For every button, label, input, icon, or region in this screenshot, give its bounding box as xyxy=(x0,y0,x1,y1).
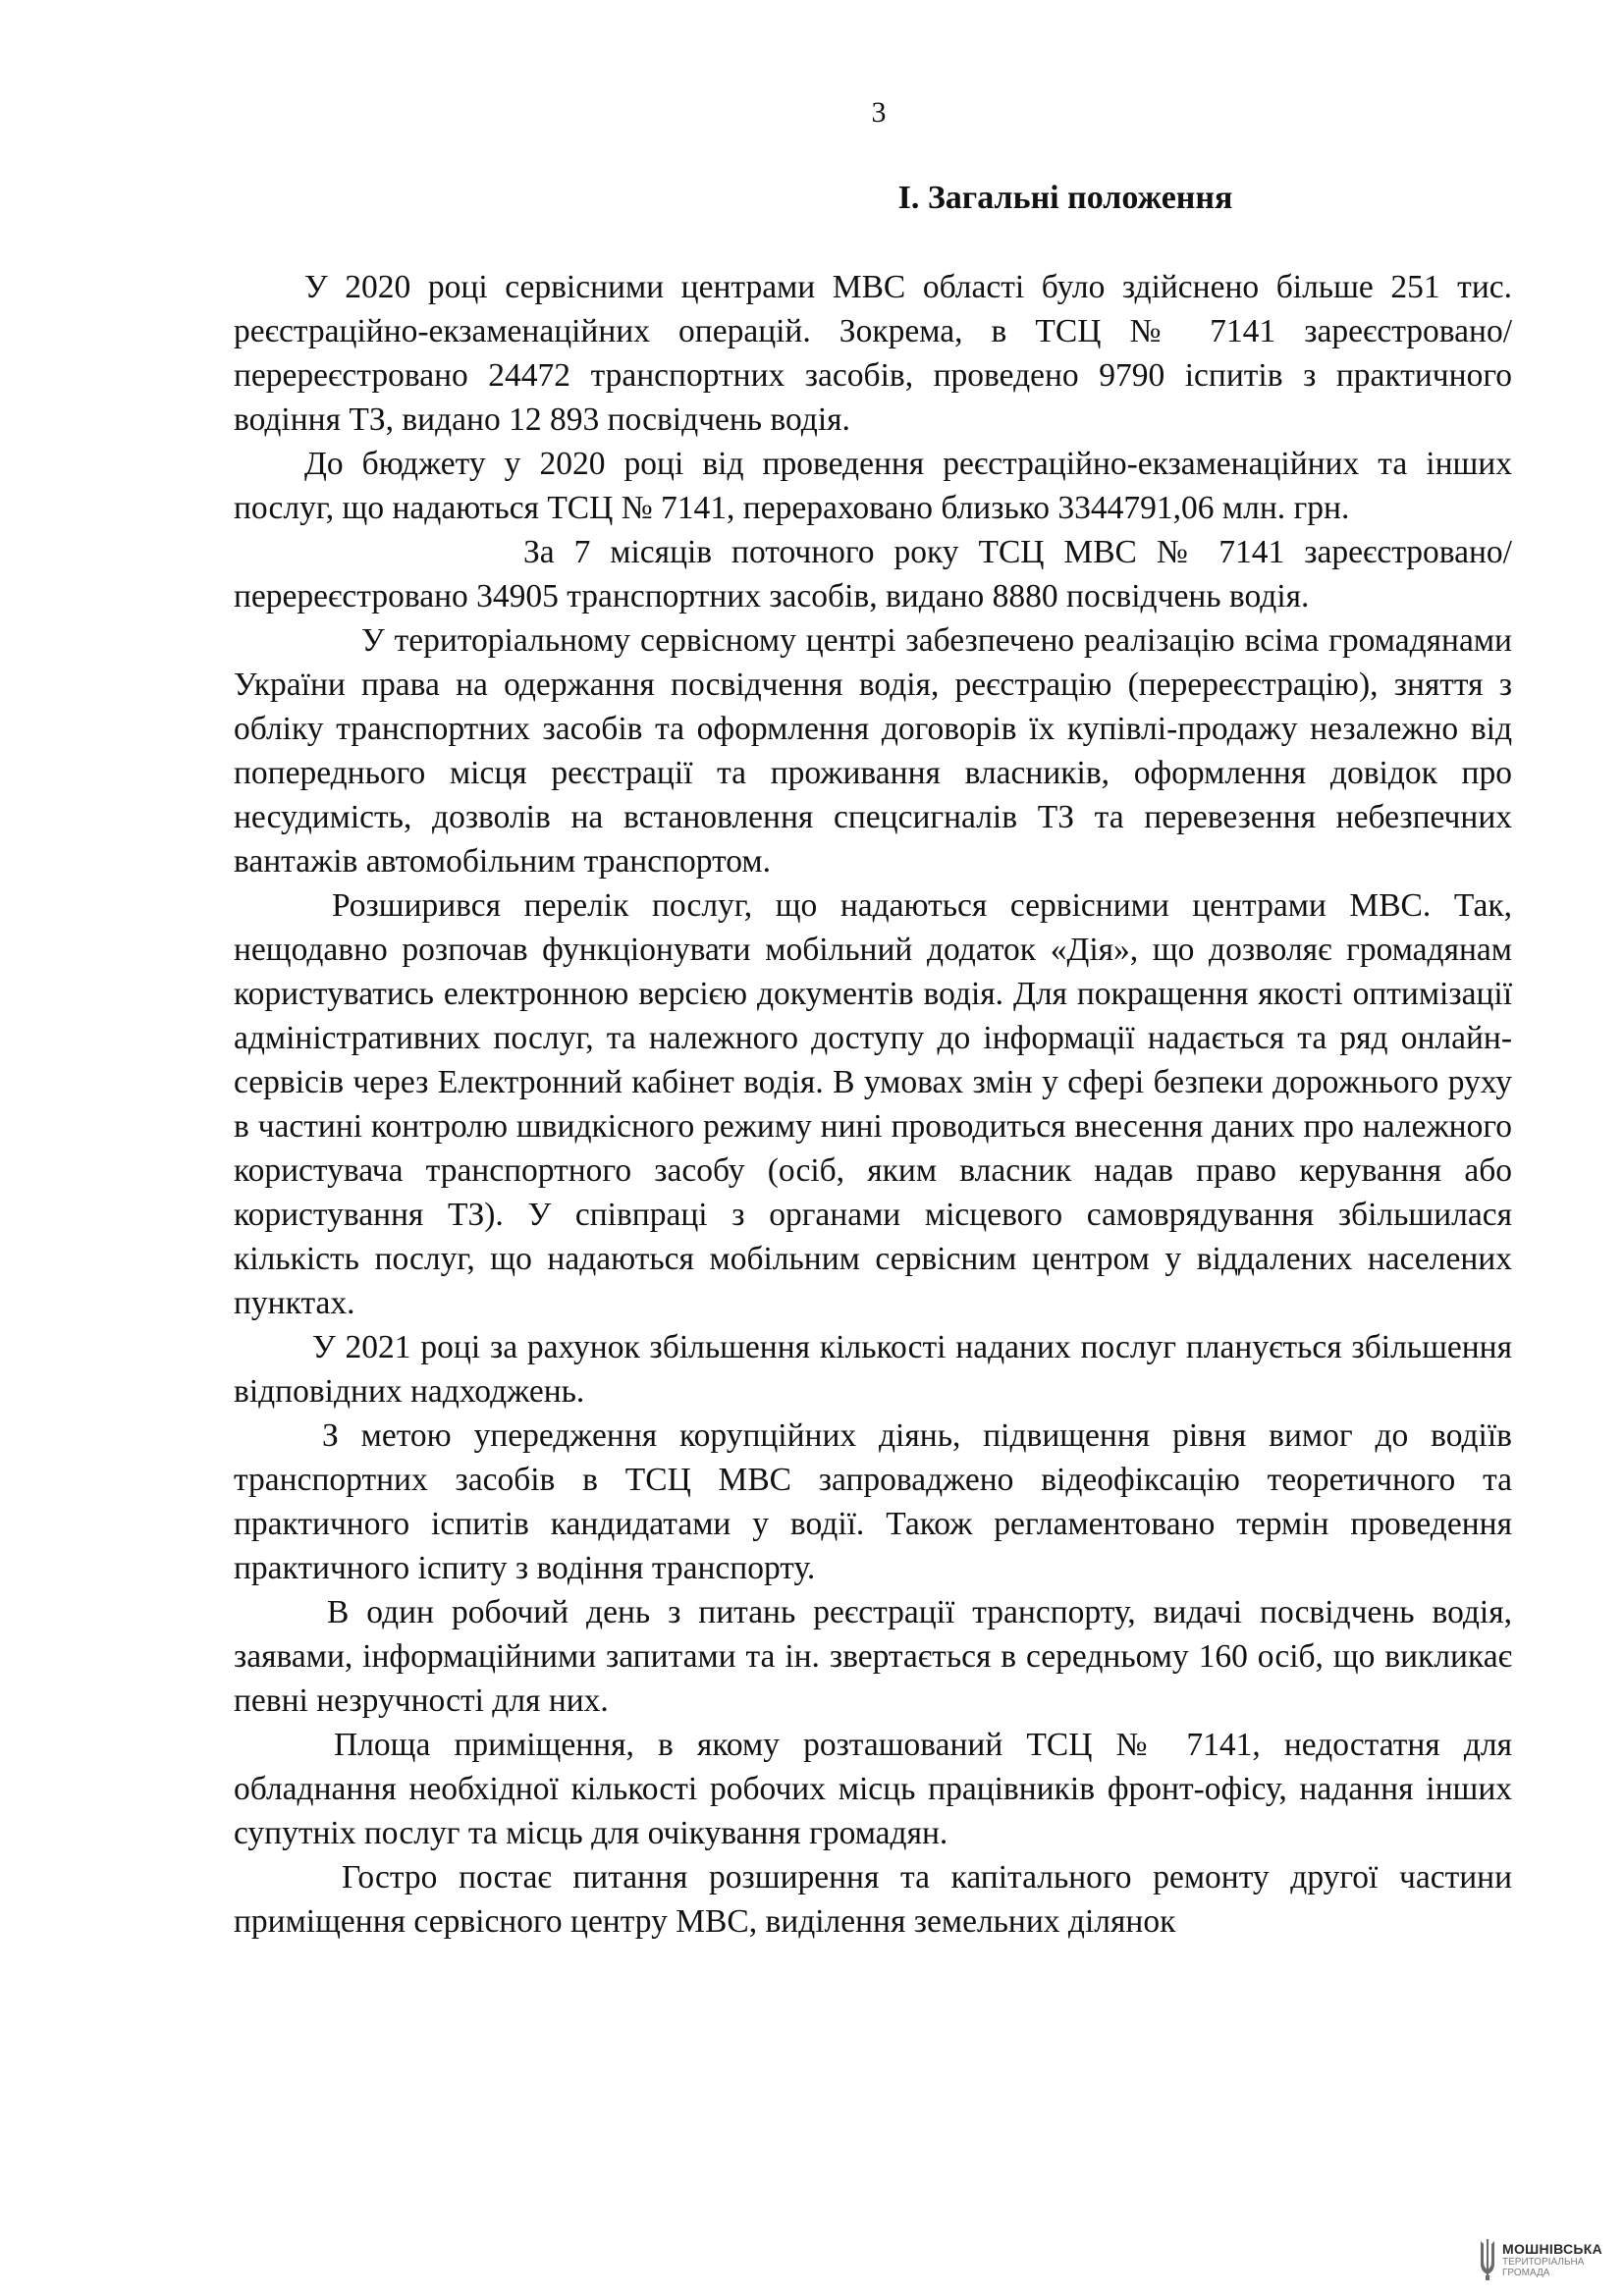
paragraph-1: У 2020 році сервісними центрами МВС області було здійснено більше 251 тис. реєстраційно-екзаменаційних операцій. Зокрема, в ТСЦ № 7141 зареєстровано/перереєстровано 24472 транспортних засобів, проведено 9790 іспитів з практичного водіння ТЗ, видано 12 893 посвідчень водія. xyxy=(234,269,1512,438)
watermark-line-3: ГРОМАДА xyxy=(1502,2267,1550,2278)
community-watermark xyxy=(1479,2238,1602,2281)
document-body xyxy=(234,265,1512,1944)
paragraph-4: У територіальному сервісному центрі забезпечено реалізацію всіма громадянами України права на одержання посвідчення водія, реєстрацію (перереєстрацію), зняття з обліку транспортних засобів та оформлення договорів їх купівлі-продажу незалежно від попереднього місця реєстрації та проживання власників, оформлення довідок про несудимість, дозволів на встановлення спецсигналів ТЗ та перевезення небезпечних вантажів автомобільним транспортом. xyxy=(234,622,1512,880)
paragraph-10: Гостро постає питання розширення та капітального ремонту другої частини приміщення сервісного центру МВС, виділення земельних ділянок xyxy=(234,1859,1512,1940)
trident-emblem-icon xyxy=(1479,2238,1496,2281)
paragraph-8: В один робочий день з питань реєстрації транспорту, видачі посвідчень водія, заявами, інформаційними запитами та ін. звертається в середньому 160 осіб, що викликає певні незручності для них. xyxy=(234,1594,1512,1719)
paragraph-5: Розширився перелік послуг, що надаються сервісними центрами МВС. Так, нещодавно розпочав функціонувати мобільний додаток «Дія», що дозволяє громадянам користуватись електронною версією документів водія. Для покращення якості оптимізації адміністративних послуг, та належного доступу до інформації надається та ряд онлайн-сервісів через Електронний кабінет водія. В умовах змін у сфері безпеки дорожнього руху в частині контролю швидкісного режиму нині проводиться внесення даних про належного користувача транспортного засобу (осіб, яким власник надав право керування або користування ТЗ). У співпраці з органами місцевого самоврядування збільшилася кількість послуг, що надаються мобільним сервісним центром у віддалених населених пунктах. xyxy=(234,887,1512,1321)
watermark-line-1: МОШНІВСЬКА xyxy=(1502,2240,1603,2257)
paragraph-7: З метою упередження корупційних діянь, підвищення рівня вимог до водіїв транспортних засобів в ТСЦ МВС запроваджено відеофіксацію теоретичного та практичного іспитів кандидатами у водії. Також регламентовано термін проведення практичного іспиту з водіння транспорту. xyxy=(234,1417,1512,1586)
paragraph-9: Площа приміщення, в якому розташований ТСЦ № 7141, недостатня для обладнання необхідної кількості робочих місць працівників фронт-офісу, надання інших супутніх послуг та місць для очікування громадян. xyxy=(234,1727,1512,1851)
section-title: І. Загальні положення xyxy=(897,180,1233,216)
watermark-line-2: ТЕРИТОРІАЛЬНА xyxy=(1502,2256,1585,2268)
paragraph-6: У 2021 році за рахунок збільшення кількості наданих послуг планується збільшення відповідних надходжень. xyxy=(234,1329,1512,1410)
page-number: 3 xyxy=(871,96,887,129)
paragraph-3: За 7 місяців поточного року ТСЦ МВС № 7141 зареєстровано/перереєстровано 34905 транспортних засобів, видано 8880 посвідчень водія. xyxy=(234,534,1512,614)
paragraph-2: До бюджету у 2020 році від проведення реєстраційно-екзаменаційних та інших послуг, що надаються ТСЦ № 7141, перераховано близько 3344791,06 млн. грн. xyxy=(234,446,1512,526)
